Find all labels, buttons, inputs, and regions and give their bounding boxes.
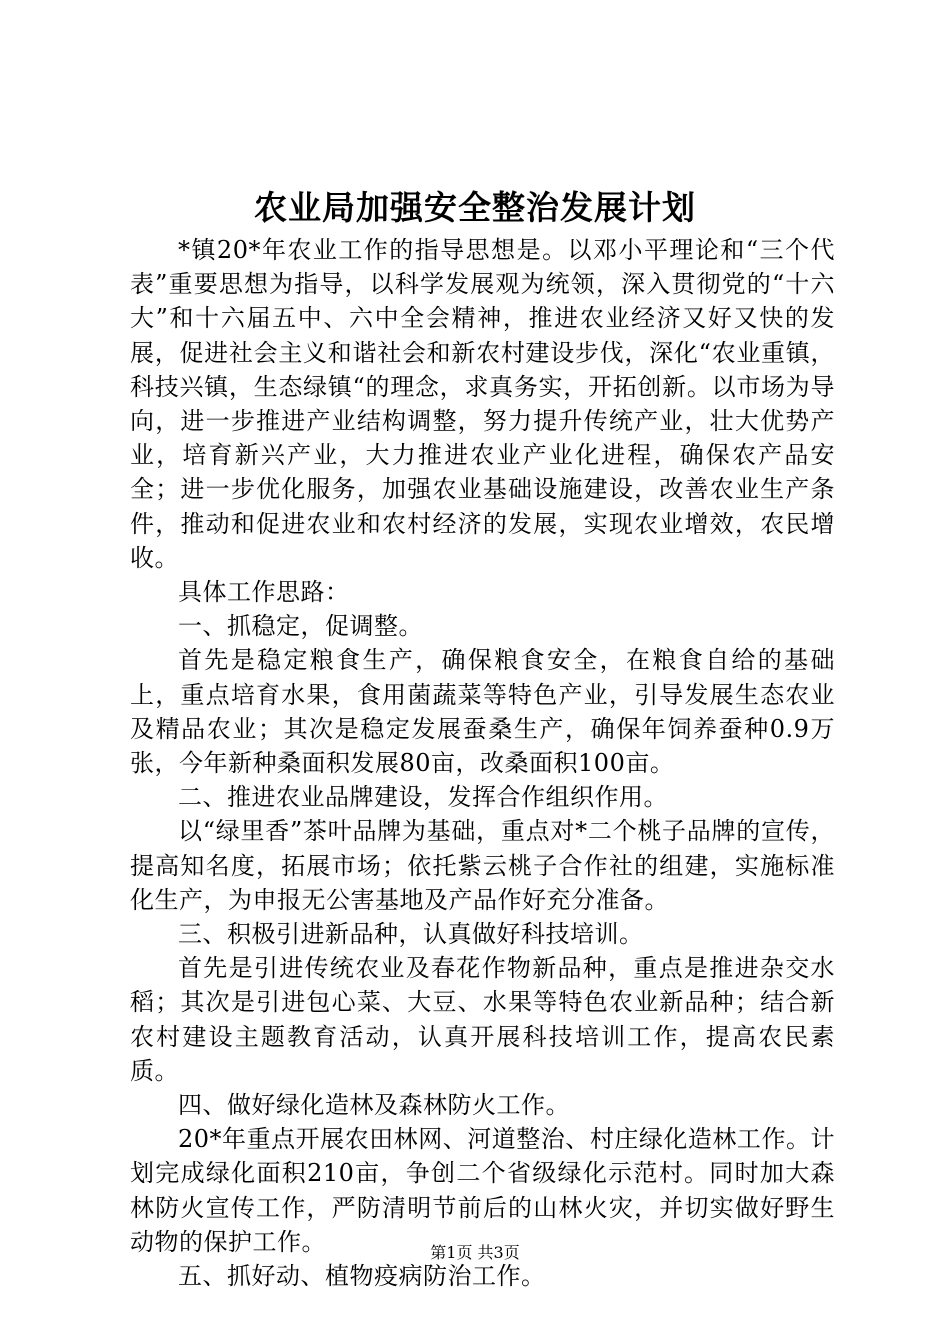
paragraph-guiding-ideology: *镇20*年农业工作的指导思想是。以邓小平理论和“三个代表”重要思想为指导，以科学发展观为统领，深入贯彻党的“十六大”和十六届五中、六中全会精神，推进农业经济又好又快的发展，促进社会主义和谐社会和新农村建设步伐，深化“农业重镇，科技兴镇，生态绿镇“的理念，求真务实，开拓创新。以市场为导向，进一步推进产业结构调整，努力提升传统产业，壮大优势产业，培育新兴产业，大力推进农业产业化进程，确保农产品安全；进一步优化服务，加强农业基础设施建设，改善农业生产条件，推动和促进农业和农村经济的发展，实现农业增效，农民增收。 [130,236,835,572]
paragraph-section-3: 首先是引进传统农业及春花作物新品种，重点是推进杂交水稻；其次是引进包心菜、大豆、水果等特色农业新品种；结合新农村建设主题教育活动，认真开展科技培训工作，提高农民素质。 [130,954,835,1085]
section-heading-4: 四、做好绿化造林及森林防火工作。 [178,1091,570,1120]
paragraph-section-2: 以“绿里香”茶叶品牌为基础，重点对*二个桃子品牌的宣传，提高知名度，拓展市场；依托紫云桃子合作社的组建，实施标准化生产，为申报无公害基地及产品作好充分准备。 [130,817,835,914]
section-heading-1: 一、抓稳定，促调整。 [178,612,423,641]
section-heading-5: 五、抓好动、植物疫病防治工作。 [178,1262,546,1291]
document-title: 农业局加强安全整治发展计划 [254,188,696,227]
section-heading-2: 二、推进农业品牌建设，发挥合作组织作用。 [178,783,668,812]
document-body [130,233,835,1293]
paragraph-section-4: 20*年重点开展农田林网、河道整治、村庄绿化造林工作。计划完成绿化面积210亩，争创二个省级绿化示范村。同时加大森林防火宣传工作，严防清明节前后的山林火灾，并切实做好野生动物的保护工作。 [130,1125,835,1256]
paragraph-section-1: 首先是稳定粮食生产，确保粮食安全，在粮食自给的基础上，重点培育水果，食用菌蔬菜等特色产业，引导发展生态农业及精品农业；其次是稳定发展蚕桑生产，确保年饲养蚕种0.9万张，今年新种桑面积发展80亩，改桑面积100亩。 [130,646,835,778]
page-number-footer: 第1页 共3页 [430,1243,520,1262]
section-heading-3: 三、积极引进新品种，认真做好科技培训。 [178,920,644,949]
paragraph-work-ideas-heading: 具体工作思路： [178,578,350,607]
